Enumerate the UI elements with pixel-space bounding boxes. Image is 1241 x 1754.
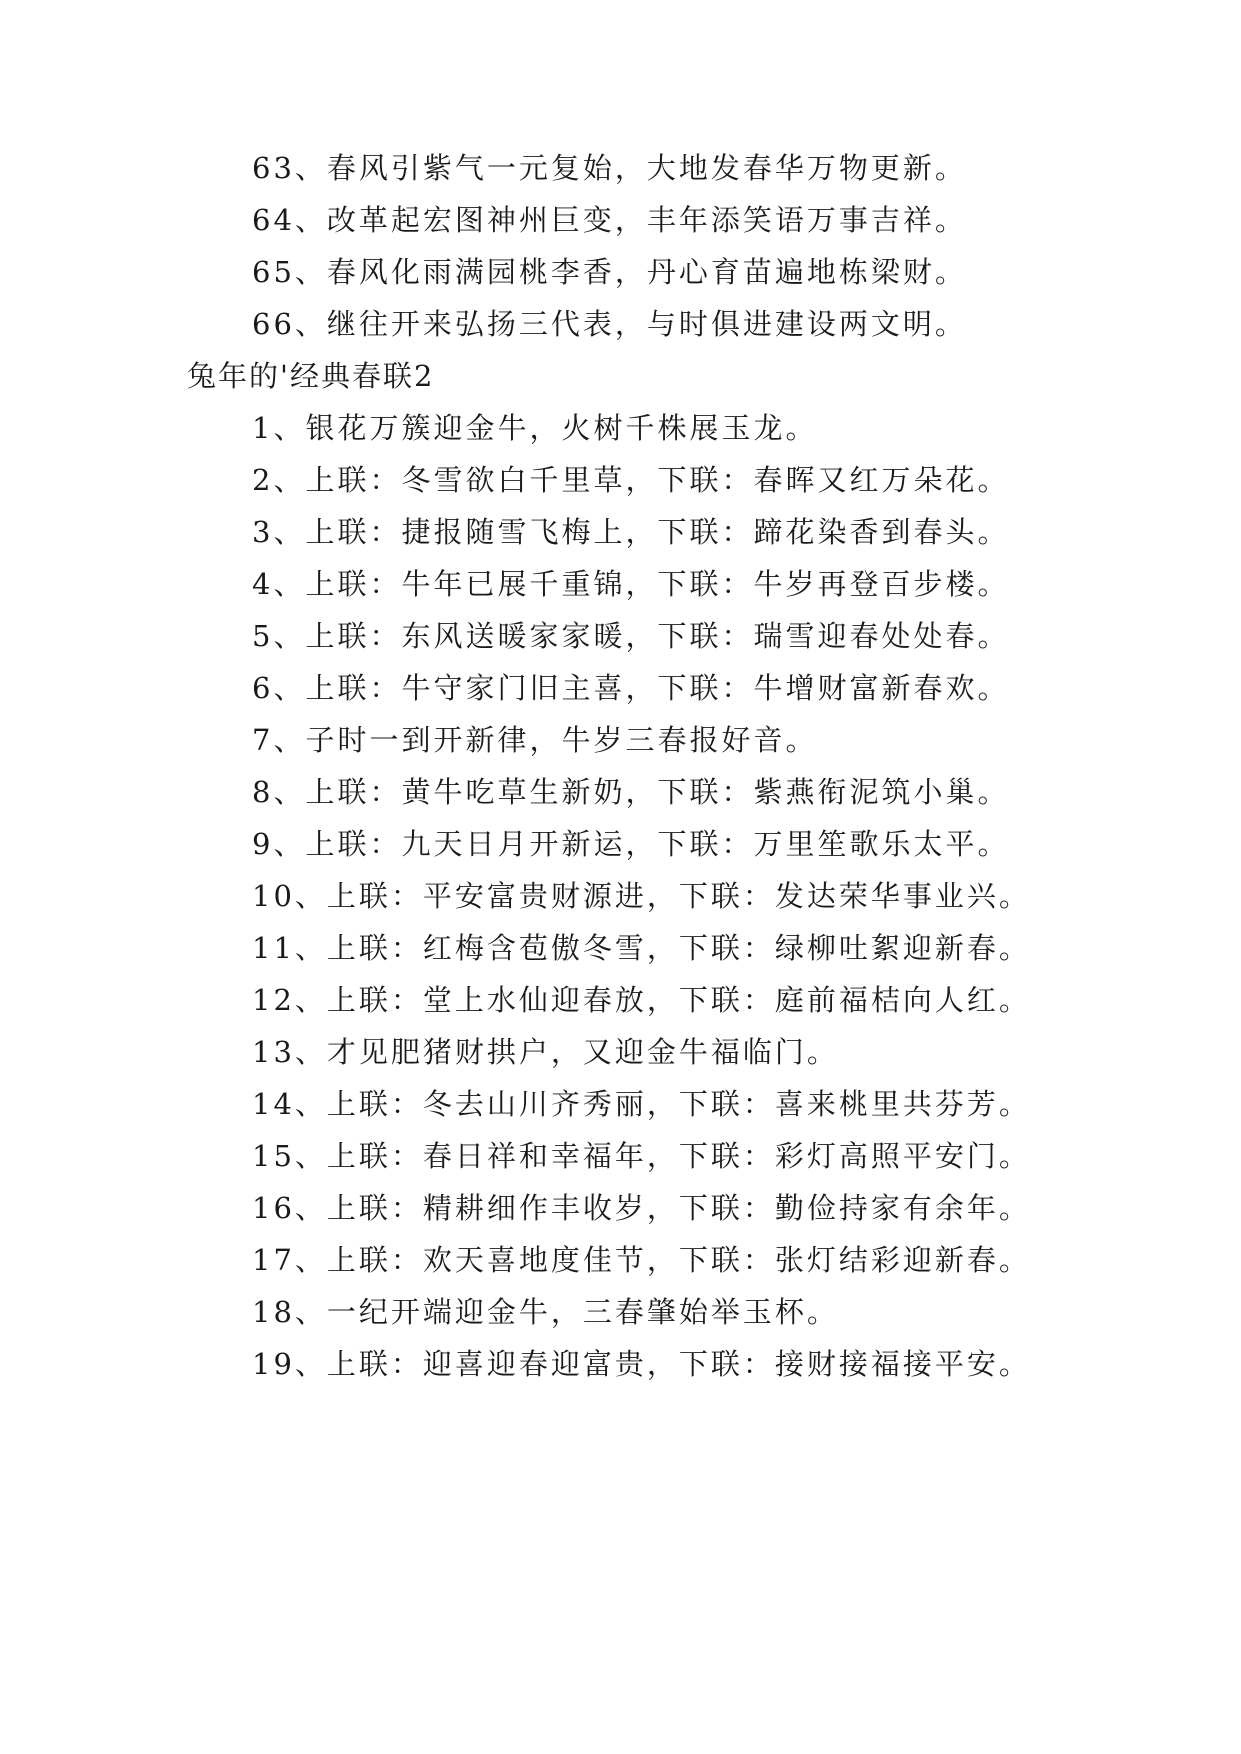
couplet-line-1: 1、银花万簇迎金牛，火树千株展玉龙。 <box>252 411 818 445</box>
couplet-line-14: 14、上联：冬去山川齐秀丽，下联：喜来桃里共芬芳。 <box>252 1087 1031 1121</box>
couplet-line-5: 5、上联：东风送暖家家暖，下联：瑞雪迎春处处春。 <box>252 619 1010 653</box>
couplet-line-3: 3、上联：捷报随雪飞梅上，下联：蹄花染香到春头。 <box>252 515 1010 549</box>
couplet-line-64: 64、改革起宏图神州巨变，丰年添笑语万事吉祥。 <box>252 203 967 237</box>
couplet-line-13: 13、才见肥猪财拱户，又迎金牛福临门。 <box>252 1035 839 1069</box>
couplet-line-16: 16、上联：精耕细作丰收岁，下联：勤俭持家有余年。 <box>252 1191 1031 1225</box>
couplet-line-9: 9、上联：九天日月开新运，下联：万里笙歌乐太平。 <box>252 827 1010 861</box>
couplet-line-15: 15、上联：春日祥和幸福年，下联：彩灯高照平安门。 <box>252 1139 1031 1173</box>
couplet-line-6: 6、上联：牛守家门旧主喜，下联：牛增财富新春欢。 <box>252 671 1010 705</box>
couplet-line-4: 4、上联：牛年已展千重锦，下联：牛岁再登百步楼。 <box>252 567 1010 601</box>
couplet-line-11: 11、上联：红梅含苞傲冬雪，下联：绿柳吐絮迎新春。 <box>252 931 1031 965</box>
couplet-line-8: 8、上联：黄牛吃草生新奶，下联：紫燕衔泥筑小巢。 <box>252 775 1010 809</box>
couplet-line-12: 12、上联：堂上水仙迎春放，下联：庭前福桔向人红。 <box>252 983 1031 1017</box>
couplet-line-17: 17、上联：欢天喜地度佳节，下联：张灯结彩迎新春。 <box>252 1243 1031 1277</box>
couplet-line-66: 66、继往开来弘扬三代表，与时俱进建设两文明。 <box>252 307 967 341</box>
couplet-line-63: 63、春风引紫气一元复始，大地发春华万物更新。 <box>252 151 967 185</box>
couplet-line-65: 65、春风化雨满园桃李香，丹心育苗遍地栋梁财。 <box>252 255 967 289</box>
couplet-line-7: 7、子时一到开新律，牛岁三春报好音。 <box>252 723 818 757</box>
couplet-line-2: 2、上联：冬雪欲白千里草，下联：春晖又红万朵花。 <box>252 463 1010 497</box>
couplet-line-10: 10、上联：平安富贵财源进，下联：发达荣华事业兴。 <box>252 879 1031 913</box>
couplet-line-19: 19、上联：迎喜迎春迎富贵，下联：接财接福接平安。 <box>252 1347 1031 1381</box>
couplet-line-18: 18、一纪开端迎金牛，三春肇始举玉杯。 <box>252 1295 839 1329</box>
section-heading: 兔年的'经典春联2 <box>187 359 435 393</box>
